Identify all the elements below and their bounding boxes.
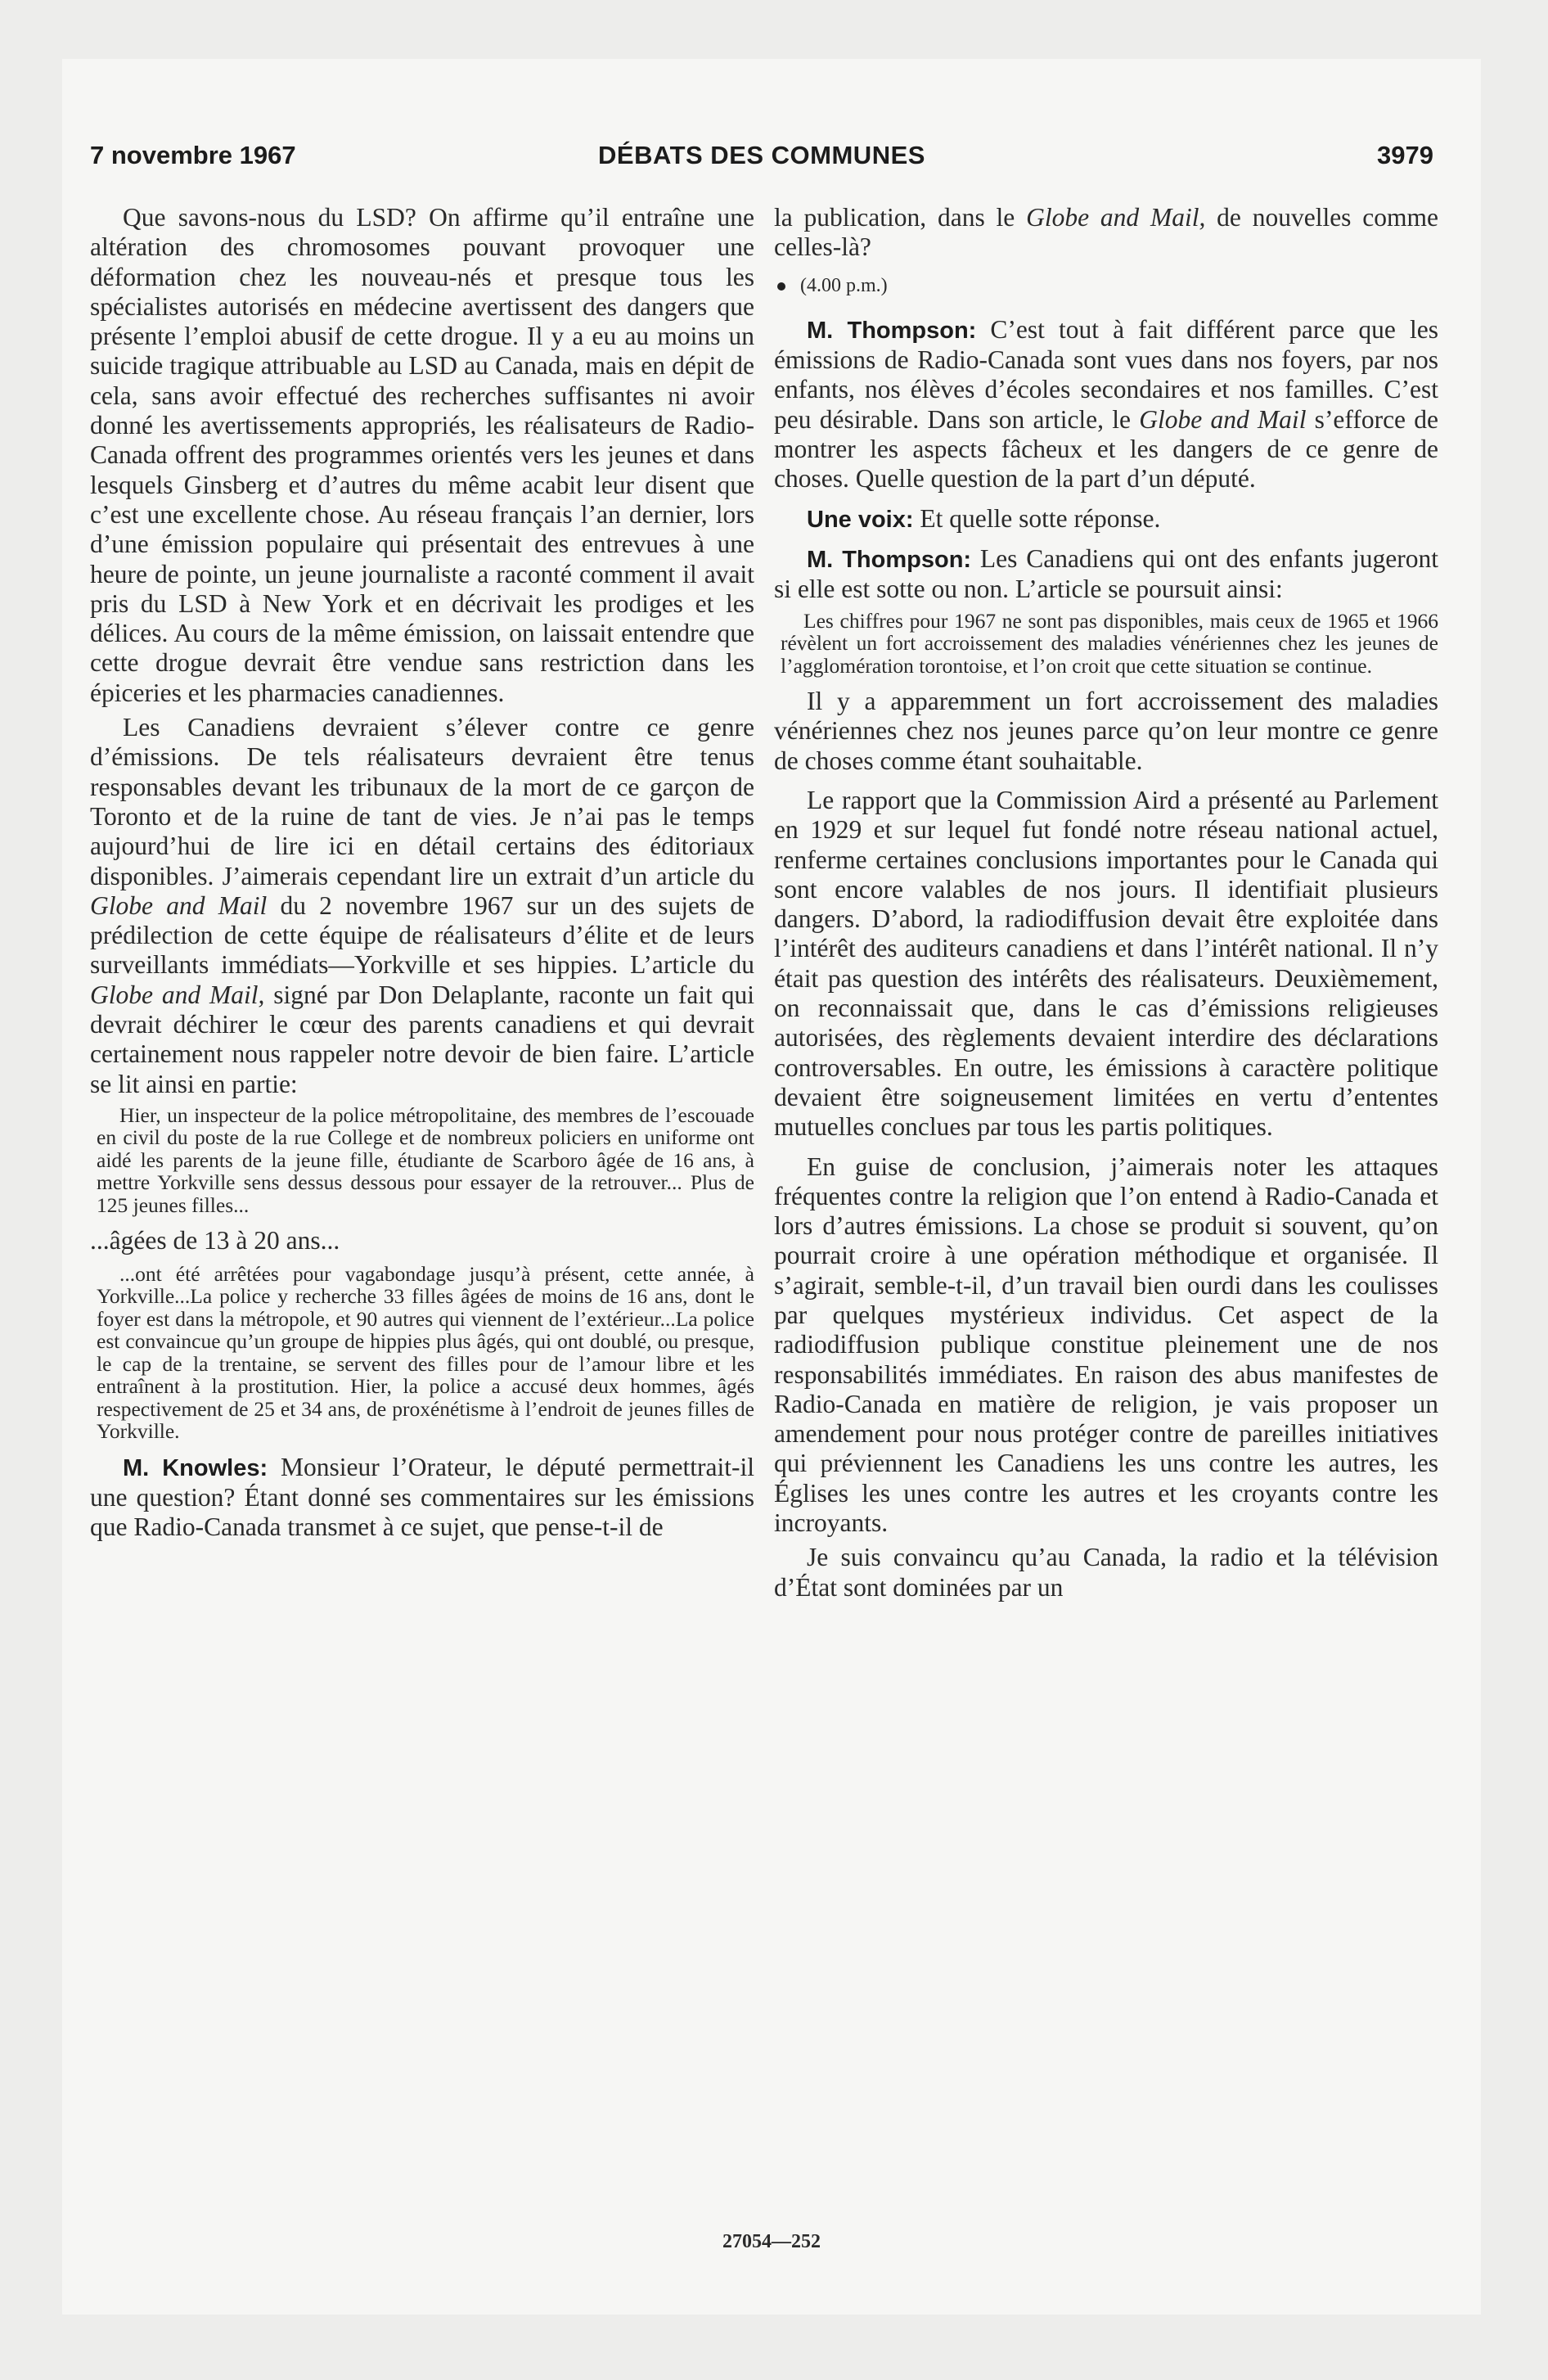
paragraph-lsd: Que savons-nous du LSD? On affirme qu’il entraîne une altération des chromosomes pouvant provoquer une déformation chez les nouveau-nés et presque tous les spécialistes autorisés en médecine avertissent des dangers que présente l’emploi abusif de cette drogue. Il y a eu au moins un suicide tragique attribuable au LSD au Canada, mais en dépit de cela, sans avoir effectué des recherches suffisantes ni avoir donné les avertissements appropriés, les réalisateurs de Radio-Canada offrent des programmes orientés vers les jeunes et dans lesquels Ginsberg et d’autres du même acabit leur disent que c’est une excellente chose. Au réseau français l’an dernier, lors d’une émission populaire qui présentait des entrevues à une heure de pointe, un jeune journaliste a raconté comment il avait pris du LSD à New York et en décrivait les prodiges et les délices. Au cours de la même émission, on laissait entendre que cette drogue devrait être vendue sans restriction dans les épiceries et les pharmacies canadiennes. bbox=[90, 203, 754, 707]
quote-block bbox=[90, 1263, 754, 1443]
paragraph-maladies: Il y a apparemment un fort accroissement des maladies vénériennes chez nos jeunes parce qu’on leur montre ce genre de choses comme étant souhaitable. bbox=[774, 687, 1438, 775]
page-header bbox=[90, 141, 1433, 177]
publication-name: Globe and Mail bbox=[1139, 404, 1307, 434]
speaker-name: M. Knowles: bbox=[123, 1454, 268, 1481]
speech-knowles bbox=[90, 1453, 754, 1543]
page-sheet bbox=[62, 59, 1481, 2315]
paragraph-text: la publication, dans le bbox=[774, 203, 1027, 232]
speech-text: Monsieur l’Orateur, le député permettrait-il une question? Étant donné ses commentaires sur les émissions que Radio-Canada transmet à ce sujet, que pense-t-il de bbox=[90, 1452, 754, 1542]
page-footer: 27054—252 bbox=[722, 2231, 821, 2252]
quote-text: ...ont été arrêtées pour vagabondage jusqu’à présent, cette année, à Yorkville...La police y recherche 33 filles âgées de moins de 16 ans, dont le foyer est dans la métropole, et 90 autres qui viennent de l’extérieur...La police est convaincue qu’un groupe de hippies plus âgés, qui ont doublé, ou presque, le cap de la trentaine, se servent des filles pour de l’amour libre et les entraînent à la prostitution. Hier, la police a accusé deux hommes, âgés respectivement de 25 et 34 ans, de proxénétisme à l’endroit de jeunes filles de Yorkville. bbox=[97, 1261, 754, 1444]
quote-text: Hier, un inspecteur de la police métropolitaine, des membres de l’escouade en civil du poste de la rue College et de nombreux policiers en uniforme ont aidé les parents de la jeune fille, étudiante de Scarboro âgée de 16 ans, à mettre Yorkville sens dessus dessous pour essayer de la retrouver... Plus de 125 jeunes filles... bbox=[97, 1102, 754, 1217]
header-title: DÉBATS DES COMMUNES bbox=[598, 141, 925, 169]
speech-thompson-1 bbox=[774, 315, 1438, 494]
header-date: 7 novembre 1967 bbox=[90, 141, 296, 169]
right-column bbox=[774, 203, 1438, 1607]
bullet-icon bbox=[777, 282, 785, 291]
paragraph-text: signé par Don Delaplante, raconte un fait qui devrait déchirer le cœur des parents canadiens et qui devrait certainement nous rappeler notre devoir de bien faire. L’article se lit ainsi en partie: bbox=[90, 980, 754, 1098]
paragraph-canadiens bbox=[90, 713, 754, 1099]
quote-block bbox=[774, 610, 1438, 678]
publication-name: Globe and Mail bbox=[90, 890, 268, 920]
quote-block bbox=[90, 1104, 754, 1217]
paragraph-aird: Le rapport que la Commission Aird a présenté au Parlement en 1929 et sur lequel fut fondé notre réseau national actuel, renferme certaines conclusions importantes pour le Canada qui sont encore valables de nos jours. Il identifiait plusieurs dangers. D’abord, la radiodiffusion devait être exploitée dans l’intérêt des auditeurs canadiens et dans l’intérêt national. Il n’y était pas question des intérêts des réalisateurs. Deuxièmement, on reconnaissait que, dans le cas d’émissions religieuses autorisées, des règlements devaient interdire des déclarations controversables. En outre, les émissions à caractère politique devaient être soigneusement limitées en vertu d’ententes mutuelles conclues par tous les partis politiques. bbox=[774, 785, 1438, 1142]
publication-name: Globe and Mail, bbox=[1026, 203, 1206, 232]
paragraph-text: du 2 novembre 1967 sur un des sujets de prédilection de cette équipe de réalisateurs d’élite et de leurs surveillants immédiats—Yorkville et ses hippies. L’article du bbox=[90, 890, 754, 980]
paragraph-text: de nouvelles comme celles-là? bbox=[774, 203, 1438, 262]
time-text: (4.00 p.m.) bbox=[800, 274, 888, 296]
time-marker bbox=[774, 271, 1438, 300]
speech-text: Les Canadiens qui ont des enfants jugeront si elle est sotte ou non. L’article se poursuit ainsi: bbox=[774, 543, 1438, 604]
speaker-name: Une voix: bbox=[807, 506, 914, 533]
speaker-name: M. Thompson: bbox=[807, 317, 977, 344]
left-column bbox=[90, 203, 754, 1548]
publication-name: Globe and Mail, bbox=[90, 980, 265, 1009]
paragraph-continuation bbox=[774, 203, 1438, 263]
quote-text: Les chiffres pour 1967 ne sont pas disponibles, mais ceux de 1965 et 1966 révèlent un fort accroissement des maladies vénériennes chez les jeunes de l’agglomération torontoise, et l’on croit que cette situation se continue. bbox=[781, 608, 1438, 678]
speech-thompson-2 bbox=[774, 544, 1438, 605]
header-page-number: 3979 bbox=[1377, 141, 1433, 169]
quote-interjection: ...âgées de 13 à 20 ans... bbox=[90, 1226, 340, 1255]
paragraph-text: Les Canadiens devraient s’élever contre ce genre d’émissions. De tels réalisateurs devraient être tenus responsables devant les tribunaux de la mort de ce garçon de Toronto et de la ruine de tant de vies. Je n’ai pas le temps aujourd’hui de lire ici en détail certains des éditoriaux disponibles. J’aimerais cependant lire un extrait d’un article du bbox=[90, 713, 754, 890]
paragraph-conclusion: Je suis convaincu qu’au Canada, la radio et la télévision d’État sont dominées par un bbox=[774, 1543, 1438, 1602]
paragraph-religion: En guise de conclusion, j’aimerais noter les attaques fréquentes contre la religion que l’on entend à Radio-Canada et lors d’autres émissions. La chose se produit si souvent, qu’on pourrait croire à une opération méthodique et organisée. Il s’agirait, semble-t-il, d’un travail bien ourdi dans les coulisses par quelques mystérieux individus. Cet aspect de la radiodiffusion publique constitue pleinement une de nos responsabilités immédiates. En raison des abus manifestes de Radio-Canada en matière de religion, je vais proposer un amendement pour nous protéger contre de pareilles initiatives qui préviennent les Canadiens les uns contre les autres, les Églises les unes contre les autres et les croyants contre les incroyants. bbox=[774, 1152, 1438, 1538]
speech-text: C’est tout à fait différent parce que les émissions de Radio-Canada sont vues dans nos foyers, par nos enfants, nos élèves d’écoles secondaires et nos familles. C’est peu désirable. Dans son article, le bbox=[774, 314, 1438, 434]
speech-voice bbox=[774, 504, 1438, 534]
speaker-name: M. Thompson: bbox=[807, 546, 972, 573]
speech-text: Et quelle sotte réponse. bbox=[913, 503, 1161, 533]
speech-text: s’efforce de montrer les aspects fâcheux et les dangers de ce genre de choses. Quelle question de la part d’un député. bbox=[774, 404, 1438, 494]
